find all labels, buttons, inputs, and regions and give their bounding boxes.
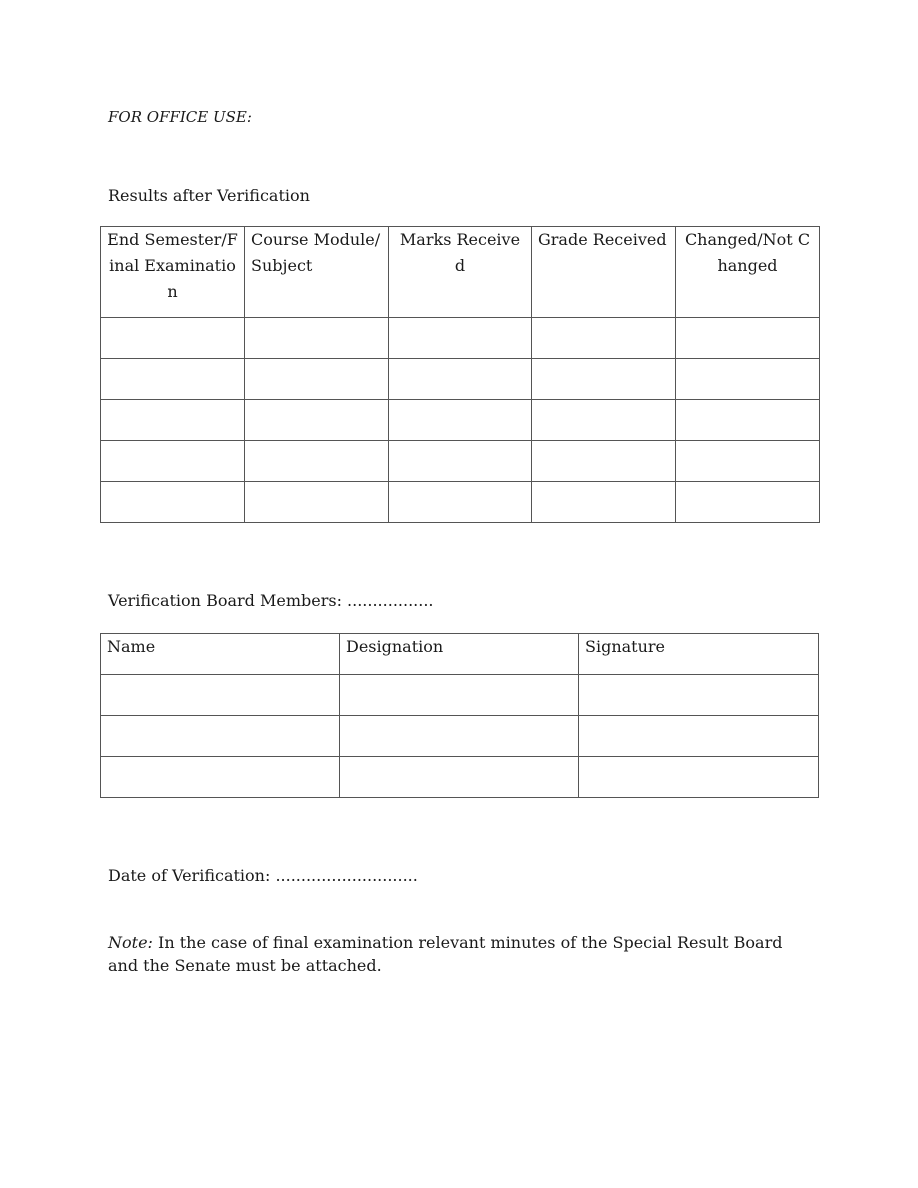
table-cell[interactable] xyxy=(389,318,532,359)
table-row xyxy=(101,675,819,716)
header-course: Course Module/Subject xyxy=(245,227,389,318)
results-header-row xyxy=(101,227,820,318)
table-cell[interactable] xyxy=(245,400,389,441)
table-cell[interactable] xyxy=(532,441,676,482)
table-row xyxy=(101,482,820,523)
note-text: In the case of final examination relevant minutes of the Special Result Board and the Senate must be attached. xyxy=(108,933,783,975)
table-row xyxy=(101,359,820,400)
table-cell[interactable] xyxy=(579,675,819,716)
table-cell[interactable] xyxy=(532,318,676,359)
table-cell[interactable] xyxy=(101,318,245,359)
header-exam: End Semester/Final Examination xyxy=(101,227,245,318)
office-use-label: FOR OFFICE USE: xyxy=(108,108,252,126)
table-cell[interactable] xyxy=(532,482,676,523)
table-cell[interactable] xyxy=(340,675,579,716)
header-designation: Designation xyxy=(340,634,579,675)
table-cell[interactable] xyxy=(245,482,389,523)
header-grade: Grade Received xyxy=(532,227,676,318)
table-cell[interactable] xyxy=(676,359,820,400)
table-cell[interactable] xyxy=(101,675,340,716)
table-row xyxy=(101,441,820,482)
table-cell[interactable] xyxy=(579,716,819,757)
table-cell[interactable] xyxy=(389,441,532,482)
header-changed: Changed/Not Changed xyxy=(676,227,820,318)
table-cell[interactable] xyxy=(101,400,245,441)
board-table xyxy=(100,633,819,798)
table-cell[interactable] xyxy=(101,482,245,523)
table-cell[interactable] xyxy=(532,359,676,400)
table-cell[interactable] xyxy=(389,359,532,400)
header-name: Name xyxy=(101,634,340,675)
table-cell[interactable] xyxy=(579,757,819,798)
note-paragraph xyxy=(108,931,808,977)
date-of-verification-label: Date of Verification: ............................ xyxy=(108,866,418,885)
table-cell[interactable] xyxy=(676,441,820,482)
table-cell[interactable] xyxy=(101,757,340,798)
table-cell[interactable] xyxy=(389,400,532,441)
table-row xyxy=(101,757,819,798)
table-cell[interactable] xyxy=(389,482,532,523)
table-cell[interactable] xyxy=(101,359,245,400)
table-cell[interactable] xyxy=(245,441,389,482)
board-header-row xyxy=(101,634,819,675)
table-cell[interactable] xyxy=(245,318,389,359)
table-cell[interactable] xyxy=(340,716,579,757)
table-cell[interactable] xyxy=(676,482,820,523)
table-cell[interactable] xyxy=(676,318,820,359)
table-cell[interactable] xyxy=(101,716,340,757)
board-members-label: Verification Board Members: ................. xyxy=(108,591,434,610)
results-title: Results after Verification xyxy=(108,186,310,205)
header-marks: Marks Received xyxy=(389,227,532,318)
table-cell[interactable] xyxy=(101,441,245,482)
table-cell[interactable] xyxy=(676,400,820,441)
note-label: Note: xyxy=(108,933,153,952)
results-table xyxy=(100,226,820,523)
table-cell[interactable] xyxy=(532,400,676,441)
table-row xyxy=(101,716,819,757)
table-cell[interactable] xyxy=(245,359,389,400)
header-signature: Signature xyxy=(579,634,819,675)
table-cell[interactable] xyxy=(340,757,579,798)
table-row xyxy=(101,400,820,441)
table-row xyxy=(101,318,820,359)
